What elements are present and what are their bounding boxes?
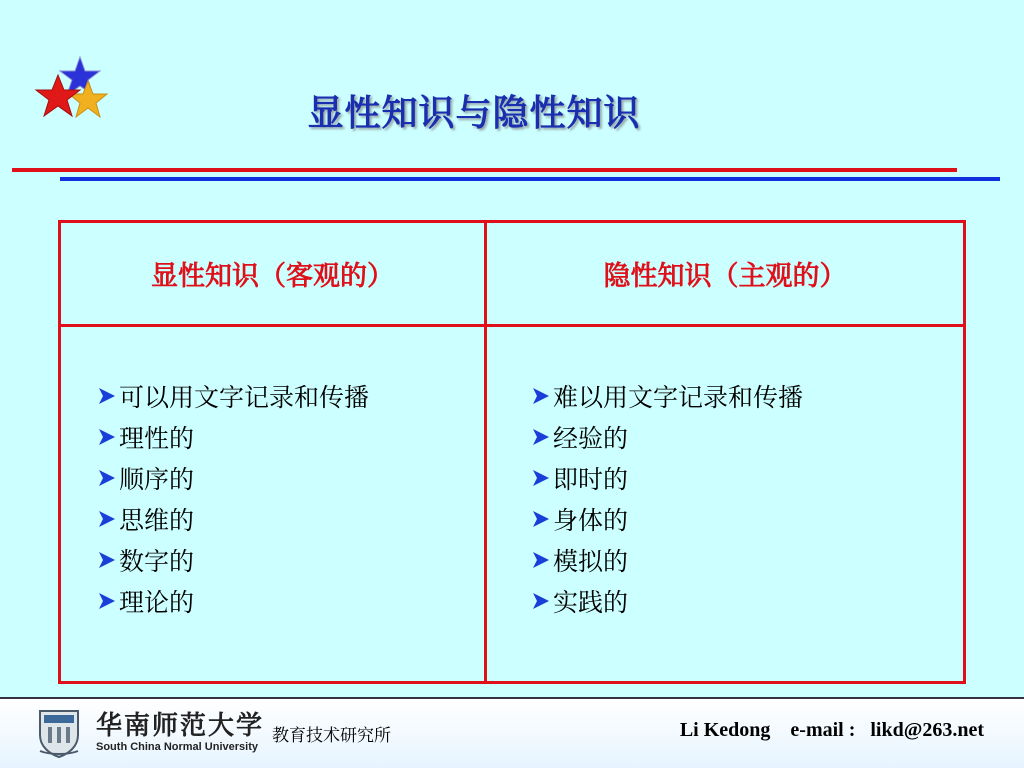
footer [0,699,1024,768]
tacit-knowledge-list [487,327,963,681]
arrow-bullet-icon [97,590,117,612]
list-item [531,416,963,457]
list-item [97,416,484,457]
list-item [531,457,963,498]
arrow-bullet-icon [531,549,551,571]
university-name-en: South China Normal University [96,741,258,753]
list-item-text: 可以用文字记录和传播 [119,382,370,412]
list-item-text: 理性的 [119,423,195,453]
list-item [97,375,484,416]
explicit-knowledge-list [61,327,487,681]
arrow-bullet-icon [97,385,117,407]
list-item [531,498,963,539]
list-item [531,375,963,416]
author-contact: Li Kedong e-mail : likd@263.net [679,719,984,741]
red-divider [12,168,957,172]
arrow-bullet-icon [97,467,117,489]
tacit-knowledge-header: 隐性知识（主观的） [487,223,963,327]
institute-name: 教育技术研究所 [272,726,391,746]
arrow-bullet-icon [531,426,551,448]
university-name-cn: 华南师范大学 [96,711,265,741]
list-item-text: 思维的 [119,505,195,535]
arrow-bullet-icon [97,508,117,530]
list-item [531,580,963,621]
slide-title: 显性知识与隐性知识 [307,92,641,134]
arrow-bullet-icon [97,549,117,571]
arrow-bullet-icon [531,590,551,612]
explicit-knowledge-header: 显性知识（客观的） [61,223,487,327]
list-item-text: 难以用文字记录和传播 [553,382,804,412]
list-item-text: 数字的 [119,546,195,576]
arrow-bullet-icon [531,385,551,407]
list-item-text: 实践的 [553,587,629,617]
list-item [97,580,484,621]
list-item [531,539,963,580]
arrow-bullet-icon [531,467,551,489]
list-item [97,498,484,539]
blue-divider [60,177,1000,181]
arrow-bullet-icon [531,508,551,530]
list-item-text: 顺序的 [119,464,195,494]
list-item [97,457,484,498]
list-item-text: 经验的 [553,423,629,453]
list-item-text: 模拟的 [553,546,629,576]
list-item-text: 身体的 [553,505,629,535]
university-crest-icon [36,707,82,759]
list-item-text: 理论的 [119,587,195,617]
list-item-text: 即时的 [553,464,629,494]
arrow-bullet-icon [97,426,117,448]
comparison-table [58,220,966,684]
list-item [97,539,484,580]
